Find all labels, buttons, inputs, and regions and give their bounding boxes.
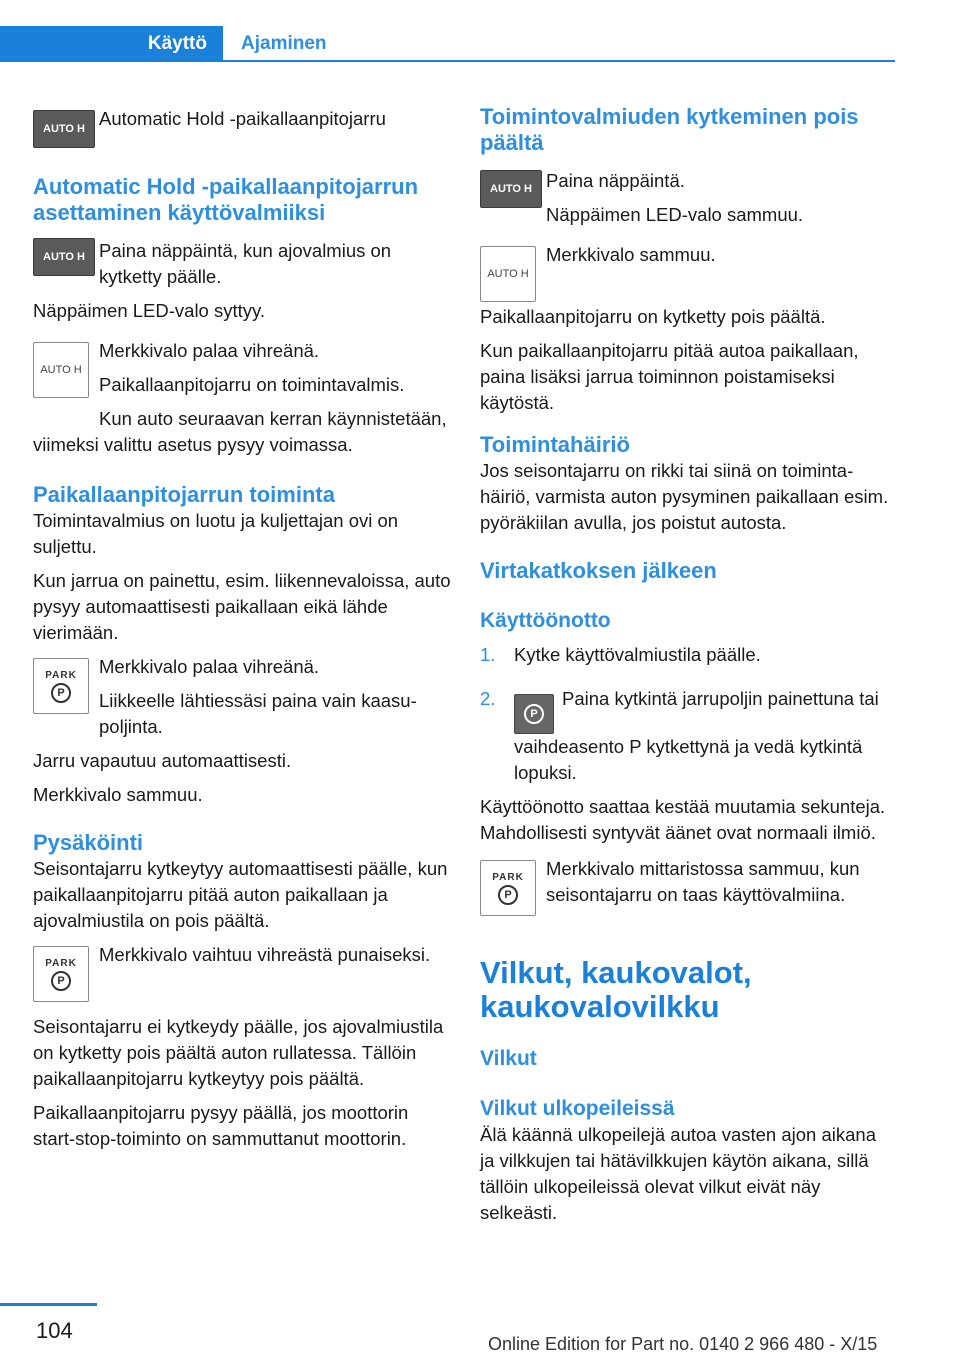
parking-text-3: Paikallaanpitojarru pysyy päällä, jos moottorin start-stop-toiminto on sammuttanut moottorin. [33,1102,409,1149]
park-symbol: P [524,704,544,724]
heading-setting: Automatic Hold -paikallaanpitojarrun asettaminen käyttövalmiiksi [33,174,419,225]
heading-startup: Käyttöönotto [480,609,611,632]
park-label: PARK [45,669,77,681]
park-symbol: P [498,885,518,905]
press-text: Paina näppäintä, kun ajovalmius on kytketty päälle. [99,240,392,287]
tab-ajaminen[interactable]: Ajaminen [241,33,327,54]
tab-kaytto[interactable]: Käyttö [0,26,223,62]
press-off-row [480,168,895,236]
startup-text: Käyttöönotto saattaa kestää muutamia sekunteja. Mahdollisesti syntyvät äänet ovat normaali ilmiö. [480,796,886,843]
park-symbol: P [51,683,71,703]
step-2-text: Paina kytkintä jarrupoljin painettuna tai vaihdeasento P kytkettynä ja vedä kytkintä lopuksi. [514,688,879,783]
indicator-off-text-right: Merkkivalo sammuu. [546,244,716,265]
intro-row [33,106,451,156]
parking-text-1: Seisontajarru kytkeytyy automaattisesti päälle, kun paikallaanpitojarru pitää auton paikallaan ja ajovalmiustila on pois päältä. [33,858,448,931]
cluster-indicator-row [480,856,895,920]
ready-text: Paikallaanpitojarru on toimintavalmis. [99,374,405,395]
auto-h-button-icon: AUTO H [33,110,95,148]
list-number-1: 1. [480,644,496,665]
cluster-indicator-text: Merkkivalo mittaristossa sammuu, kun seisontajarru on taas käyttövalmiina. [546,858,860,905]
indicator-row [33,338,451,398]
off-text-1: Paikallaanpitojarru on kytketty pois päältä. [480,306,826,327]
step-1-text: Kytke käyttövalmiustila päälle. [514,644,761,665]
auto-h-button-icon: AUTO H [33,238,95,276]
heading-power: Virtakatkoksen jälkeen [480,558,717,583]
indicator-green-text: Merkkivalo palaa vihreänä. [99,340,320,361]
park-indicator-row [33,654,451,740]
auto-h-indicator-icon: AUTO H [33,342,89,398]
park-red-row [33,942,451,1006]
header-bar [0,0,895,62]
heading-vilkut: Vilkut [480,1047,537,1070]
page-number: 104 [36,1318,73,1343]
list-item-1 [480,642,895,668]
function-text-1: Toimintavalmius on luotu ja kuljettajan ovi on suljettu. [33,510,399,557]
left-column [33,106,451,1160]
indicator-off-text: Merkkivalo sammuu. [33,784,203,805]
mirror-text: Älä käännä ulkopeilejä autoa vasten ajon aikana ja vilkkujen tai hätävilkkujen käytön aikana, sillä tällöin ulkopeileissä olevat vilkut eivät näy selkeästi. [480,1124,876,1223]
indicator-red-text: Merkkivalo vaihtuu vihreästä punaiseksi. [99,944,431,965]
park-symbol: P [51,971,71,991]
heading-mirror: Vilkut ulkopeileissä [480,1097,675,1120]
indicator-off-row [480,242,895,304]
list-number-2: 2. [480,688,496,709]
right-column [480,104,895,1234]
list-item-2 [480,686,895,786]
parking-text-2: Seisontajarru ei kytkeydy päälle, jos ajovalmiustila on kytketty pois päältä auton rullatessa. Tällöin paikallaanpitojarru kytkeytyy pois päältä. [33,1016,444,1089]
park-indicator-icon [480,860,536,916]
release-text: Jarru vapautuu automaattisesti. [33,750,292,771]
auto-h-button-icon: AUTO H [480,170,542,208]
function-text-2: Kun jarrua on painettu, esim. liikennevaloissa, auto pysyy automaattisesti paikallaan eikä lähde vierimään. [33,570,451,643]
heading-fault: Toimintahäiriö [480,432,630,457]
heading-parking: Pysäköinti [33,830,144,855]
restart-text: Kun auto seuraavan kerran käynnistetään, viimeksi valittu asetus pysyy voimassa. [33,408,447,455]
press-off-text: Paina näppäintä. [546,170,685,191]
header-divider [223,60,895,62]
indicator-green-text-2: Merkkivalo palaa vihreänä. [99,656,320,677]
auto-h-indicator-icon: AUTO H [480,246,536,302]
edition-text: Online Edition for Part no. 0140 2 966 480 - X/15 [488,1334,878,1354]
heading-function: Paikallaanpitojarrun toiminta [33,482,335,507]
park-label: PARK [492,871,524,883]
section-heading: Vilkut, kaukovalot, kaukovalovilkku [480,955,752,1024]
off-text-2: Kun paikallaanpitojarru pitää autoa paikallaan, paina lisäksi jarrua toiminnon poistamiseksi käytöstä. [480,340,859,413]
press-row [33,238,451,290]
led-on-text: Näppäimen LED-valo syttyy. [33,300,266,321]
intro-text: Automatic Hold -paikallaanpitojarru [99,108,386,129]
parking-brake-switch-icon [514,694,554,734]
park-indicator-icon [33,946,89,1002]
led-off-text: Näppäimen LED-valo sammuu. [546,204,804,225]
park-label: PARK [45,957,77,969]
footer-divider [0,1303,97,1306]
heading-off: Toimintovalmiuden kytkeminen pois päältä [480,104,859,155]
park-indicator-icon [33,658,89,714]
drive-off-text: Liikkeelle lähtiessäsi paina vain kaasupoljinta. [99,690,417,737]
fault-text: Jos seisontajarru on rikki tai siinä on toimintahäiriö, varmista auton pysyminen paikallaan esim. pyöräkiilan avulla, jos poistut autosta. [480,460,889,533]
